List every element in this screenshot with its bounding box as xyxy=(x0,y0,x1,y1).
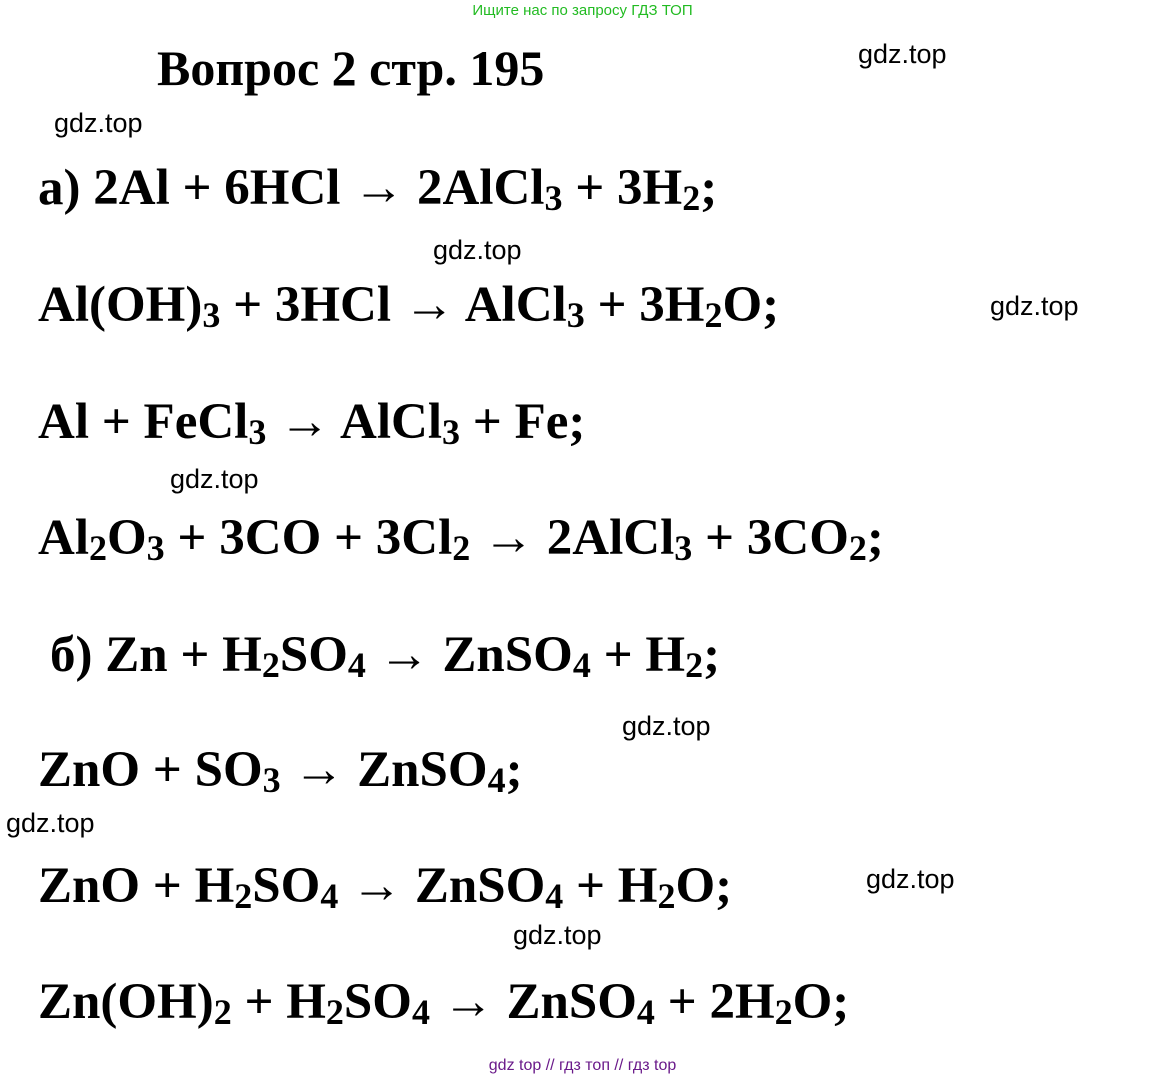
eq-text: + H xyxy=(590,627,686,683)
eq-subscript: 3 xyxy=(262,760,281,800)
search-banner: Ищите нас по запросу ГДЗ ТОП xyxy=(472,2,693,19)
eq-subscript: 2 xyxy=(704,295,723,335)
eq-text: + 3CO xyxy=(692,510,849,566)
eq-subscript: 3 xyxy=(544,178,563,218)
eq-subscript: 2 xyxy=(89,528,107,568)
eq-text: Al + FeCl xyxy=(38,394,249,450)
eq-text: SO xyxy=(343,974,412,1030)
eq-text: O; xyxy=(792,974,850,1030)
footer-links: gdz top // гдз топ // гдз top xyxy=(488,1057,677,1074)
watermark: gdz.top xyxy=(990,291,1079,321)
eq-subscript: 3 xyxy=(202,295,221,335)
eq-subscript: 4 xyxy=(411,992,430,1032)
eq-subscript: 2 xyxy=(234,876,253,916)
eq-subscript: 4 xyxy=(545,876,564,916)
eq-subscript: 2 xyxy=(325,992,344,1032)
eq-text: SO xyxy=(252,858,321,914)
eq-subscript: 2 xyxy=(848,528,867,568)
watermark: gdz.top xyxy=(858,39,947,69)
eq-text: ; xyxy=(505,742,523,798)
equation-b4 xyxy=(38,972,849,1032)
eq-text: O xyxy=(107,510,147,566)
eq-subscript: 2 xyxy=(682,178,701,218)
eq-text: ZnO + SO xyxy=(38,742,263,798)
eq-text: ; xyxy=(700,160,718,216)
watermark: gdz.top xyxy=(6,808,95,838)
eq-text: Zn(OH) xyxy=(38,974,214,1030)
eq-subscript: 2 xyxy=(261,645,280,685)
eq-text: Al xyxy=(38,510,89,566)
equation-a4 xyxy=(38,508,884,568)
eq-text: → ZnSO xyxy=(365,627,573,683)
eq-subscript: 2 xyxy=(685,645,704,685)
watermark: gdz.top xyxy=(866,864,955,894)
eq-subscript: 2 xyxy=(774,992,793,1032)
watermark: gdz.top xyxy=(513,920,602,950)
eq-subscript: 2 xyxy=(213,992,232,1032)
eq-text: → ZnSO xyxy=(338,858,546,914)
eq-subscript: 3 xyxy=(442,412,461,452)
eq-text: ; xyxy=(703,627,721,683)
eq-text: + 3H xyxy=(584,277,705,333)
eq-subscript: 4 xyxy=(572,645,591,685)
eq-text: ZnO + H xyxy=(38,858,235,914)
eq-subscript: 4 xyxy=(487,760,506,800)
eq-text: ; xyxy=(866,510,884,566)
eq-subscript: 2 xyxy=(452,528,471,568)
equation-b1 xyxy=(50,625,720,685)
eq-text: + 2H xyxy=(654,974,775,1030)
eq-text: + Fe; xyxy=(460,394,586,450)
watermark: gdz.top xyxy=(622,711,711,741)
equation-a1 xyxy=(38,158,717,218)
eq-text: а) 2Al + 6HCl → 2AlCl xyxy=(38,160,545,216)
eq-subscript: 3 xyxy=(146,528,165,568)
eq-subscript: 2 xyxy=(657,876,676,916)
eq-text: + H xyxy=(563,858,658,914)
eq-text: O; xyxy=(675,858,733,914)
eq-subscript: 4 xyxy=(347,645,366,685)
eq-text: O; xyxy=(722,277,780,333)
eq-text: + H xyxy=(231,974,326,1030)
equation-b2 xyxy=(38,740,523,800)
eq-text: → 2AlCl xyxy=(470,510,675,566)
eq-text: → ZnSO xyxy=(429,974,637,1030)
eq-subscript: 4 xyxy=(636,992,655,1032)
equation-a2 xyxy=(38,275,779,335)
eq-subscript: 3 xyxy=(566,295,585,335)
eq-subscript: 4 xyxy=(320,876,339,916)
eq-text: + 3HCl → AlCl xyxy=(220,277,567,333)
eq-text: + 3H xyxy=(562,160,683,216)
eq-subscript: 3 xyxy=(248,412,267,452)
watermark: gdz.top xyxy=(433,235,522,265)
watermark: gdz.top xyxy=(170,464,259,494)
page-title: Вопрос 2 стр. 195 xyxy=(157,40,545,96)
eq-text: Al(OH) xyxy=(38,277,203,333)
eq-subscript: 3 xyxy=(674,528,693,568)
eq-text: + 3CO + 3Cl xyxy=(164,510,453,566)
equation-a3 xyxy=(38,392,585,452)
eq-text: → AlCl xyxy=(266,394,443,450)
equation-b3 xyxy=(38,856,732,916)
eq-text: б) Zn + H xyxy=(50,627,262,683)
eq-text: → ZnSO xyxy=(280,742,488,798)
watermark: gdz.top xyxy=(54,108,143,138)
eq-text: SO xyxy=(279,627,348,683)
